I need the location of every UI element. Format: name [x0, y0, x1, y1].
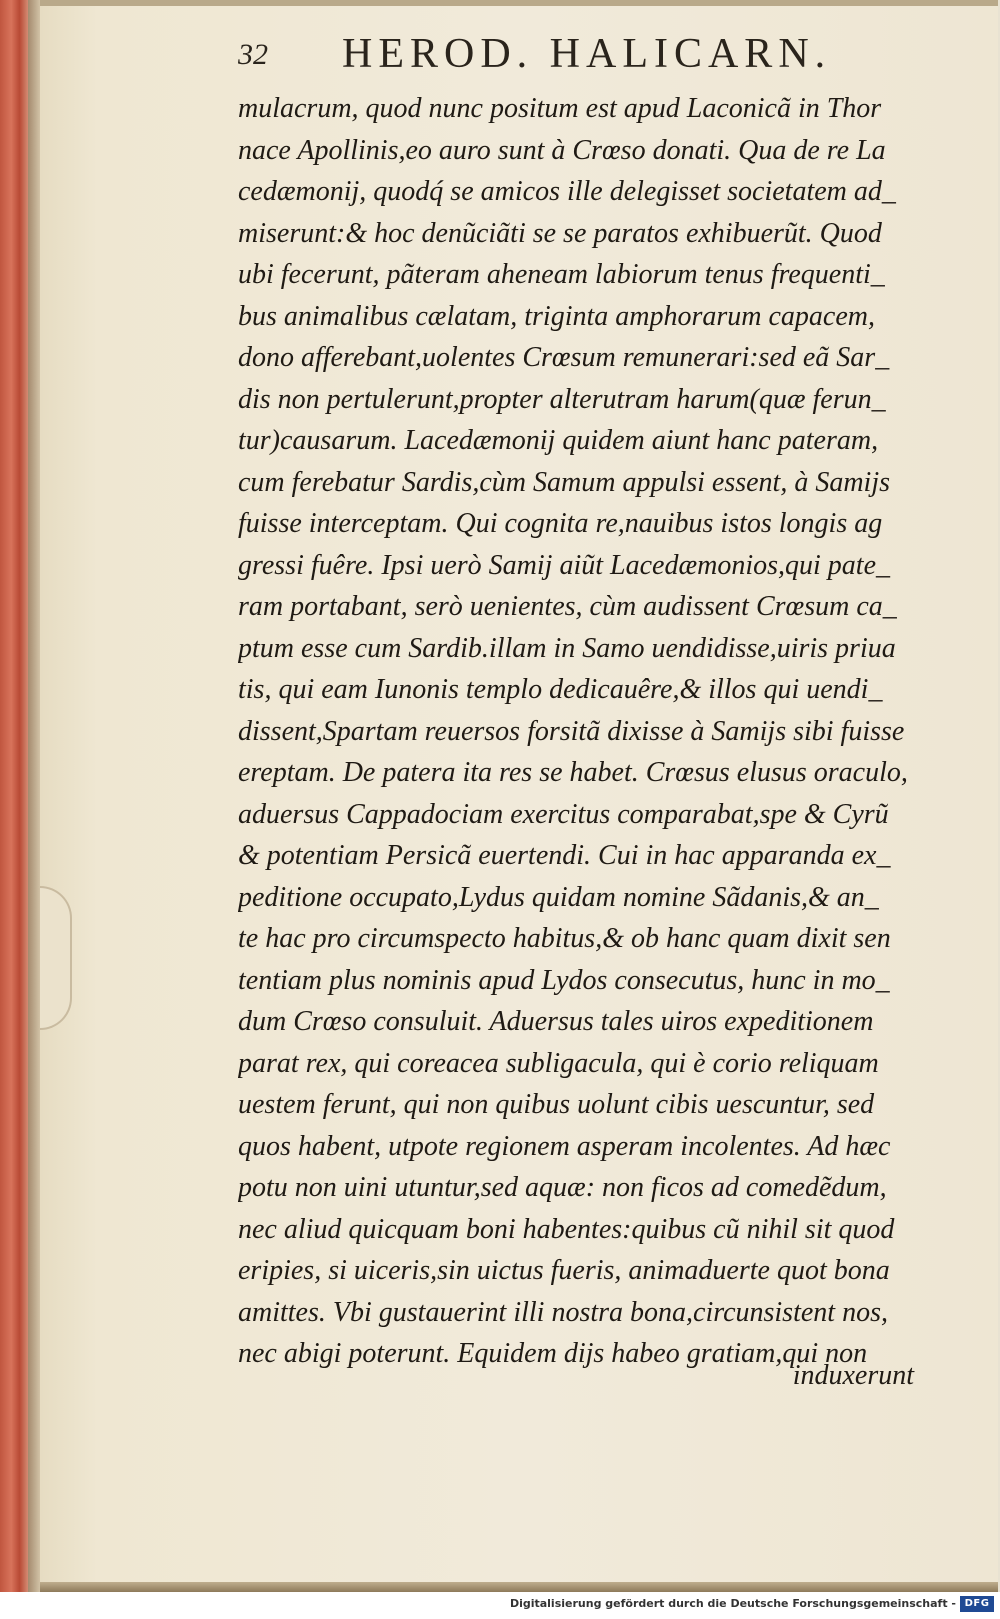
text-line: amittes. Vbi gustauerint illi nostra bona,circunsistent nos, [238, 1296, 888, 1328]
text-line: nec aliud quicquam boni habentes:quibus cũ nihil sit quod [238, 1213, 895, 1245]
text-line: tur)causarum. Lacedæmonij quidem aiunt hanc pateram, [238, 425, 879, 456]
text-line: fuisse interceptam. Qui cognita re,nauibus istos longis ag [238, 508, 883, 539]
text-line: nace Apollinis,eo auro sunt à Crœso donati. Qua de re La [238, 134, 886, 166]
running-head: HEROD. HALICARN. [342, 31, 832, 77]
text-line: ereptam. De patera ita res se habet. Crœsus elusus oraculo, [238, 757, 908, 788]
page-curl [40, 886, 72, 1030]
page-number: 32 [238, 38, 268, 71]
text-line: miserunt:& hoc denũciãti se se paratos exhibuerũt. Quod [238, 217, 882, 249]
text-line: potu non uini utuntur,sed aquæ: non ficos ad comedẽdum, [238, 1172, 887, 1203]
book-edge [0, 0, 28, 1619]
body-text [238, 88, 938, 1375]
text-line: mulacrum, quod nunc positum est apud Laconicã in Thor [238, 93, 882, 124]
text-line: aduersus Cappadociam exercitus comparabat,spe & Cyrũ [238, 798, 889, 830]
dfg-logo: DFG [960, 1596, 994, 1612]
text-line: nec abigi poterunt. Equidem dijs habeo gratiam,qui non [238, 1338, 868, 1369]
page-header [238, 30, 918, 80]
text-line: & potentiam Persicã euertendi. Cui in hac apparanda ex_ [238, 840, 891, 871]
digitization-credit: Digitalisierung gefördert durch die Deutsche Forschungsgemeinschaft - [509, 1597, 956, 1610]
text-line: ram portabant, serò uenientes, cùm audissent Crœsum ca_ [238, 591, 897, 622]
text-line: dis non pertulerunt,propter alterutram harum(quæ ferun_ [238, 383, 886, 415]
text-line: bus animalibus cælatam, triginta amphorarum capacem, [238, 300, 875, 332]
text-line: eripies, si uiceris,sin uictus fueris, animaduerte quot bona [238, 1255, 890, 1286]
text-line: tentiam plus nominis apud Lydos consecutus, hunc in mo_ [238, 964, 890, 996]
text-line: cedæmonij, quodq́ se amicos ille delegisset societatem ad_ [238, 176, 896, 207]
text-line: ubi fecerunt, pãteram aheneam labiorum tenus frequenti_ [238, 259, 885, 290]
text-line: te hac pro circumspecto habitus,& ob hanc quam dixit sen [238, 923, 891, 954]
text-line: dono afferebant,uolentes Crœsum remunerari:sed eã Sar_ [238, 342, 890, 373]
text-line: uestem ferunt, qui non quibus uolunt cibis uescuntur, sed [238, 1089, 875, 1120]
text-line: peditione occupato,Lydus quidam nomine Sãdanis,& an_ [238, 881, 879, 913]
text-line: tis, qui eam Iunonis templo dedicauêre,& illos qui uendi_ [238, 674, 883, 705]
page-bottom-edge [40, 1582, 998, 1592]
text-line: gressi fuêre. Ipsi uerò Samij aiũt Lacedæmonios,qui pate_ [238, 549, 890, 581]
catchword: induxerunt [792, 1360, 914, 1391]
text-line: parat rex, qui coreacea subligacula, qui è corio reliquam [238, 1047, 879, 1079]
text-line: dissent,Spartam reuersos forsitã dixisse à Samijs sibi fuisse [238, 715, 905, 747]
text-line: cum ferebatur Sardis,cùm Samum appulsi essent, à Samijs [238, 466, 890, 498]
text-line: ptum esse cum Sardib.illam in Samo uendidisse,uiris priua [238, 632, 896, 664]
text-line: quos habent, utpote regionem asperam incolentes. Ad hæc [238, 1130, 891, 1162]
text-line: dum Crœso consuluit. Aduersus tales uiros expeditionem [238, 1006, 874, 1037]
